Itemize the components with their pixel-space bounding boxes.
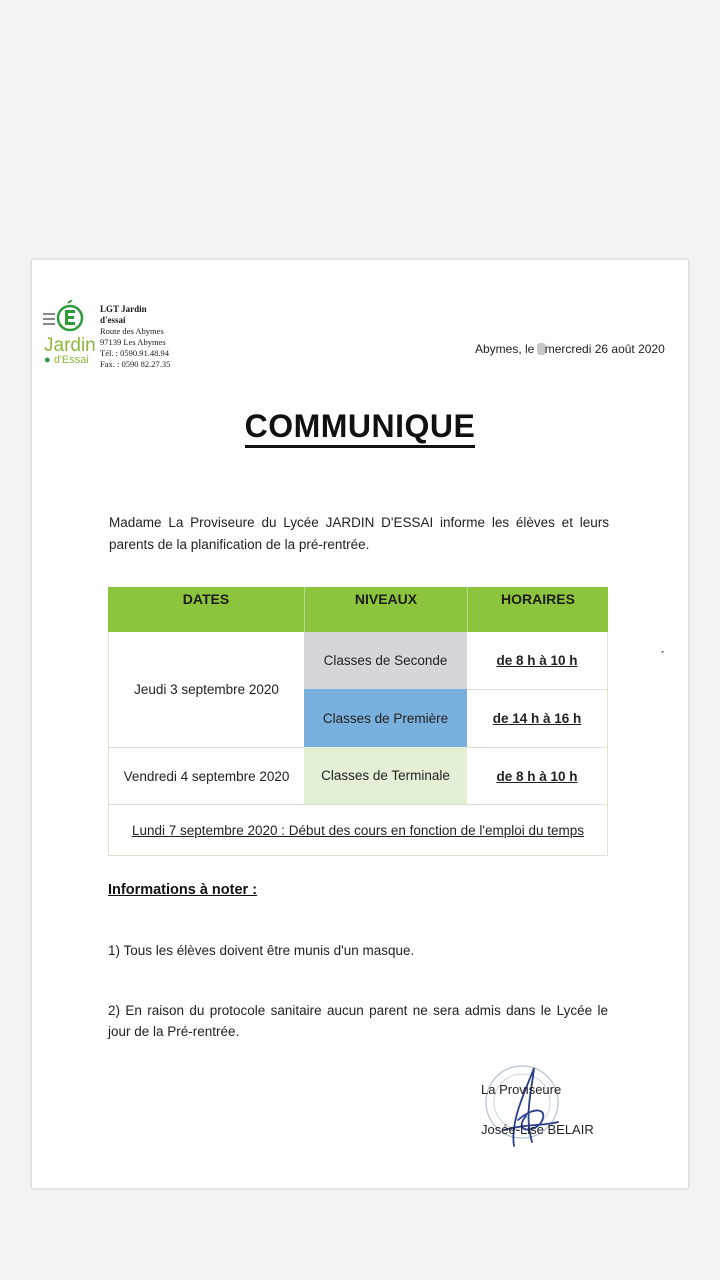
signature-role: La Proviseure [481, 1082, 562, 1097]
level-seconde: Classes de Seconde [304, 632, 467, 689]
table-footer-note: Lundi 7 septembre 2020 : Début des cours en fonction de l'emploi du temps [108, 804, 608, 856]
school-fax: Fax. : 0590 82.27.35 [100, 359, 171, 369]
document-page [32, 260, 688, 1188]
school-address-2: 97139 Les Abymes [100, 337, 166, 347]
intro-paragraph: Madame La Proviseure du Lycée JARDIN D'ESSAI informe les élèves et leurs parents de la planification de la pré-rentrée. [109, 515, 609, 552]
header-niveaux: NIVEAUX [304, 587, 467, 632]
note-item-2: 2) En raison du protocole sanitaire aucun parent ne sera admis dans le Lycée le jour de la Pré-rentrée. [108, 1003, 608, 1039]
header-dates: DATES [108, 587, 304, 632]
school-logo [42, 300, 172, 370]
header-horaires: HORAIRES [467, 587, 608, 632]
school-address-block [100, 304, 172, 370]
signature-stamp-icon [474, 1050, 594, 1170]
date-cell-vendredi: Vendredi 4 septembre 2020 [108, 747, 304, 804]
signature-name: Josée-Lise BELAIR [481, 1122, 594, 1137]
school-emblem-icon [42, 300, 88, 336]
logo-wordmark: Jardin [44, 335, 96, 356]
level-premiere: Classes de Première [304, 689, 467, 747]
time-terminale: de 8 h à 10 h [467, 747, 608, 804]
stray-mark: ˊ [660, 648, 665, 664]
date-cell-jeudi: Jeudi 3 septembre 2020 [108, 632, 304, 747]
note-item-1: 1) Tous les élèves doivent être munis d'un masque. [108, 943, 415, 958]
level-terminale: Classes de Terminale [304, 747, 467, 804]
document-date: Abymes, le mercredi 26 août 2020 [475, 342, 665, 356]
schedule-table [108, 587, 608, 856]
page-title: COMMUNIQUE [32, 408, 688, 445]
notes-title: Informations à noter : [108, 882, 258, 898]
school-address-1: Route des Abymes [100, 326, 164, 336]
logo-subtitle: ● d'Essai [44, 354, 89, 366]
school-phone: Tél. : 0590.91.48.94 [100, 348, 169, 358]
time-premiere: de 14 h à 16 h [467, 689, 608, 747]
time-seconde: de 8 h à 10 h [467, 632, 608, 689]
school-name: LGT Jardin d'essai [100, 304, 147, 325]
